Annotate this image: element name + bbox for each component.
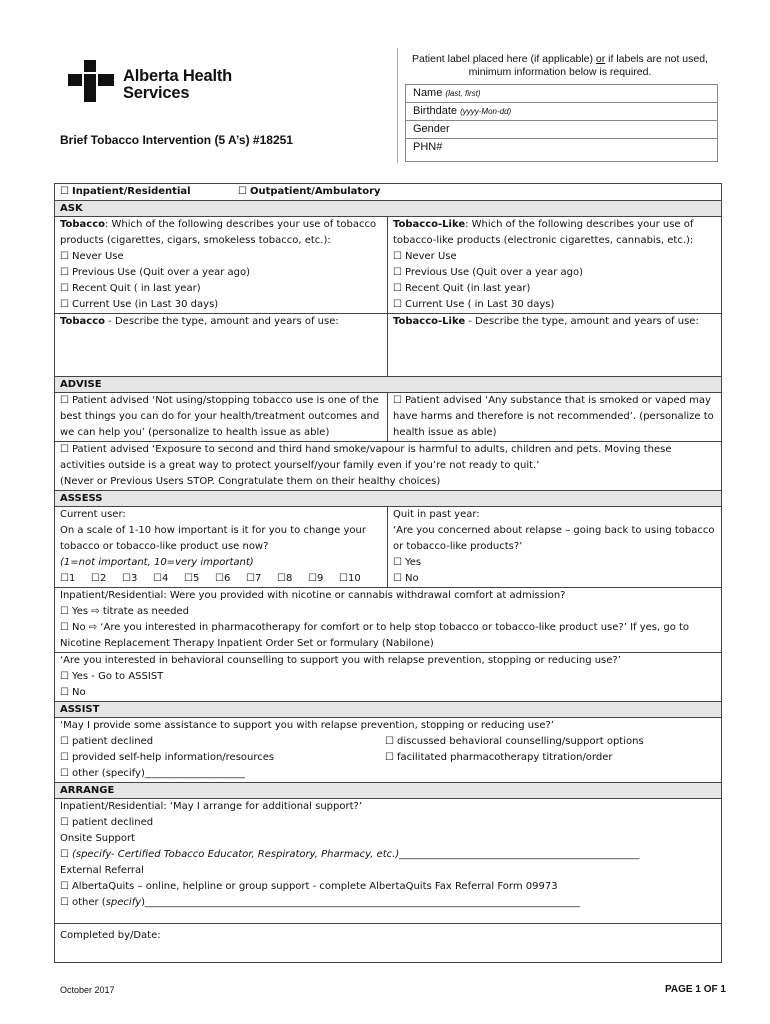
scale-option-6[interactable]: ☐6 [215,573,231,584]
gender-field[interactable] [406,121,717,139]
ask-tobacco-never[interactable]: ☐ Never Use [60,251,124,262]
advise-heading: ADVISE [55,377,721,393]
ask-questions [55,217,721,314]
label-note-post: if labels are not used, minimum information below is required. [468,53,708,78]
assess-withdrawal [55,588,721,653]
scale-option-2[interactable]: ☐2 [91,573,107,584]
logo-line1: Alberta Health [123,67,233,85]
assist-heading: ASSIST [55,702,721,718]
assist-self-help-checkbox[interactable]: ☐ provided self-help information/resources [60,752,275,763]
current-user-label: Current user: [60,509,126,520]
footer-page: PAGE 1 OF 1 [665,984,726,995]
phn-field[interactable] [406,139,717,161]
ask-like-recent[interactable]: ☐ Recent Quit (in last year) [393,283,531,294]
onsite-checkbox[interactable]: ☐ (specify- Certified Tobacco Educator, Respiratory, Pharmacy, etc.)________________________________________________ [60,849,640,860]
ahs-logo-mark [68,60,118,107]
scale-option-5[interactable]: ☐5 [184,573,200,584]
behavioral-question: ‘Are you interested in behavioral counselling to support you with relapse prevention, stopping or reducing use?’ [60,655,621,666]
advise-pair [55,393,721,442]
advise-exposure [55,442,721,491]
assess-pair [55,507,721,588]
scale-note: (1=not important, 10=very important) [60,557,254,568]
ask-like-never[interactable]: ☐ Never Use [393,251,457,262]
ask-describe [55,314,721,377]
birthdate-field[interactable] [406,103,717,121]
assess-current-user [55,507,388,587]
inpatient-checkbox[interactable]: ☐ Inpatient/Residential [60,186,191,197]
assist-question: ‘May I provide some assistance to support you with relapse prevention, stopping or reducing use?’ [60,720,554,731]
advise-note: (Never or Previous Users STOP. Congratulate them on their healthy choices) [60,476,441,487]
patient-info-box [405,84,718,162]
scale-option-7[interactable]: ☐7 [246,573,262,584]
completed-label: Completed by/Date: [60,930,161,941]
onsite-label: Onsite Support [60,833,135,844]
assist-section [55,718,721,783]
assist-counselling-checkbox[interactable]: ☐ discussed behavioral counselling/support options [385,736,644,747]
outpatient-checkbox[interactable]: ☐ Outpatient/Ambulatory [238,186,381,197]
assess-heading: ASSESS [55,491,721,507]
arrange-declined-checkbox[interactable]: ☐ patient declined [60,817,154,828]
assist-declined-checkbox[interactable]: ☐ patient declined [60,736,154,747]
withdrawal-yes-checkbox[interactable]: ☐ Yes ⇨ titrate as needed [60,606,189,617]
advise-substance-checkbox[interactable]: ☐ Patient advised ‘Any substance that is smoked or vaped may have harms and therefore is not recommended’. (personalize to health issue as able) [393,395,714,438]
withdrawal-no-checkbox[interactable]: ☐ No ⇨ ‘Are you interested in pharmacotherapy for comfort or to help stop tobacco or tobacco-like product use?’ If yes, go to Nicotine Replacement Therapy Inpatient Order Set or formulary (Nabilone) [60,622,690,649]
setting-row [55,184,721,201]
behavioral-no-checkbox[interactable]: ☐ No [60,687,86,698]
advise-exposure-checkbox[interactable]: ☐ Patient advised ‘Exposure to second and third hand smoke/vapour is harmful to adults, children and pets. Moving these activities outside is a great way to protect yourself/your family even if you’re not ready to quit.’ [60,444,672,471]
completed-by-field[interactable] [55,924,721,962]
assist-other-checkbox[interactable]: ☐ other (specify)____________________ [60,768,245,779]
advise-tobacco-checkbox[interactable]: ☐ Patient advised ‘Not using/stopping tobacco use is one of the best things you can do for your health/treatment outcomes and we can help you’ (personalize to health issue as able) [55,393,388,441]
arrange-question: Inpatient/Residential: ‘May I arrange for additional support?’ [60,801,363,812]
form-title: Brief Tobacco Intervention (5 A’s) #18251 [60,133,293,147]
ask-tobacco-recent[interactable]: ☐ Recent Quit ( in last year) [60,283,201,294]
assess-behavioral [55,653,721,702]
birthdate-hint: (yyyy-Mon-dd) [460,107,512,116]
describe-tobacco-like-field[interactable]: Tobacco-Like - Describe the type, amount and years of use: [393,316,699,327]
ask-like-current[interactable]: ☐ Current Use ( in Last 30 days) [393,299,555,310]
ask-heading: ASK [55,201,721,217]
birthdate-label: Birthdate [413,105,458,117]
header-divider [397,48,398,163]
quit-label: Quit in past year: [393,509,480,520]
logo-line2: Services [123,84,190,102]
external-label: External Referral [60,865,144,876]
arrange-other-checkbox[interactable]: ☐ other (specify)_______________________________________________________________________________________ [60,897,581,908]
relapse-no-checkbox[interactable]: ☐ No [393,573,419,584]
behavioral-yes-checkbox[interactable]: ☐ Yes - Go to ASSIST [60,671,164,682]
importance-scale [60,571,382,587]
label-note-or: or [595,53,606,65]
scale-option-8[interactable]: ☐8 [277,573,293,584]
ask-like-previous[interactable]: ☐ Previous Use (Quit over a year ago) [393,267,584,278]
scale-option-1[interactable]: ☐1 [60,573,76,584]
phn-label: PHN# [413,141,443,153]
ask-tobacco: Tobacco: Which of the following describes your use of tobacco products (cigarettes, cigars, smokeless tobacco, etc.): ☐ Never Use ☐ Previous Use (Quit over a year ago) ☐ Recent Quit ( in last year) ☐ Current Use (in Last 30 days) [55,217,388,313]
name-label: Name [413,87,443,99]
footer-date: October 2017 [60,985,115,995]
label-note-pre: Patient label placed here (if applicable) [412,53,596,65]
scale-option-4[interactable]: ☐4 [153,573,169,584]
relapse-question: ‘Are you concerned about relapse – going back to using tobacco or tobacco-like products?’ [393,525,715,552]
ask-tobacco-previous[interactable]: ☐ Previous Use (Quit over a year ago) [60,267,251,278]
ask-tobacco-like: Tobacco-Like: Which of the following describes your use of tobacco-like products (electronic cigarettes, cannabis, etc.): ☐ Never Use ☐ Previous Use (Quit over a year ago) ☐ Recent Quit (in last year) ☐ Current Use ( in Last 30 days) [388,217,721,313]
withdrawal-question: Inpatient/Residential: Were you provided with nicotine or cannabis withdrawal comfort at admission? [60,590,566,601]
assist-pharma-checkbox[interactable]: ☐ facilitated pharmacotherapy titration/order [385,752,613,763]
describe-tobacco-field[interactable]: Tobacco - Describe the type, amount and years of use: [55,314,388,376]
albertaquits-checkbox[interactable]: ☐ AlbertaQuits – online, helpline or group support - complete AlbertaQuits Fax Referral Form 09973 [60,881,558,892]
scale-option-9[interactable]: ☐9 [308,573,324,584]
arrange-section [55,799,721,924]
relapse-yes-checkbox[interactable]: ☐ Yes [393,557,422,568]
importance-question: On a scale of 1-10 how important is it for you to change your tobacco or tobacco-like product use now? [60,525,366,552]
gender-label: Gender [413,123,450,135]
name-hint: (last, first) [445,89,481,98]
intervention-form [54,183,722,963]
patient-label-note [410,53,710,79]
scale-option-3[interactable]: ☐3 [122,573,138,584]
name-field[interactable] [406,85,717,103]
arrange-heading: ARRANGE [55,783,721,799]
assess-quit [388,507,721,587]
scale-option-10[interactable]: ☐10 [339,573,361,584]
ahs-logo-text [123,68,232,102]
ask-tobacco-current[interactable]: ☐ Current Use (in Last 30 days) [60,299,219,310]
